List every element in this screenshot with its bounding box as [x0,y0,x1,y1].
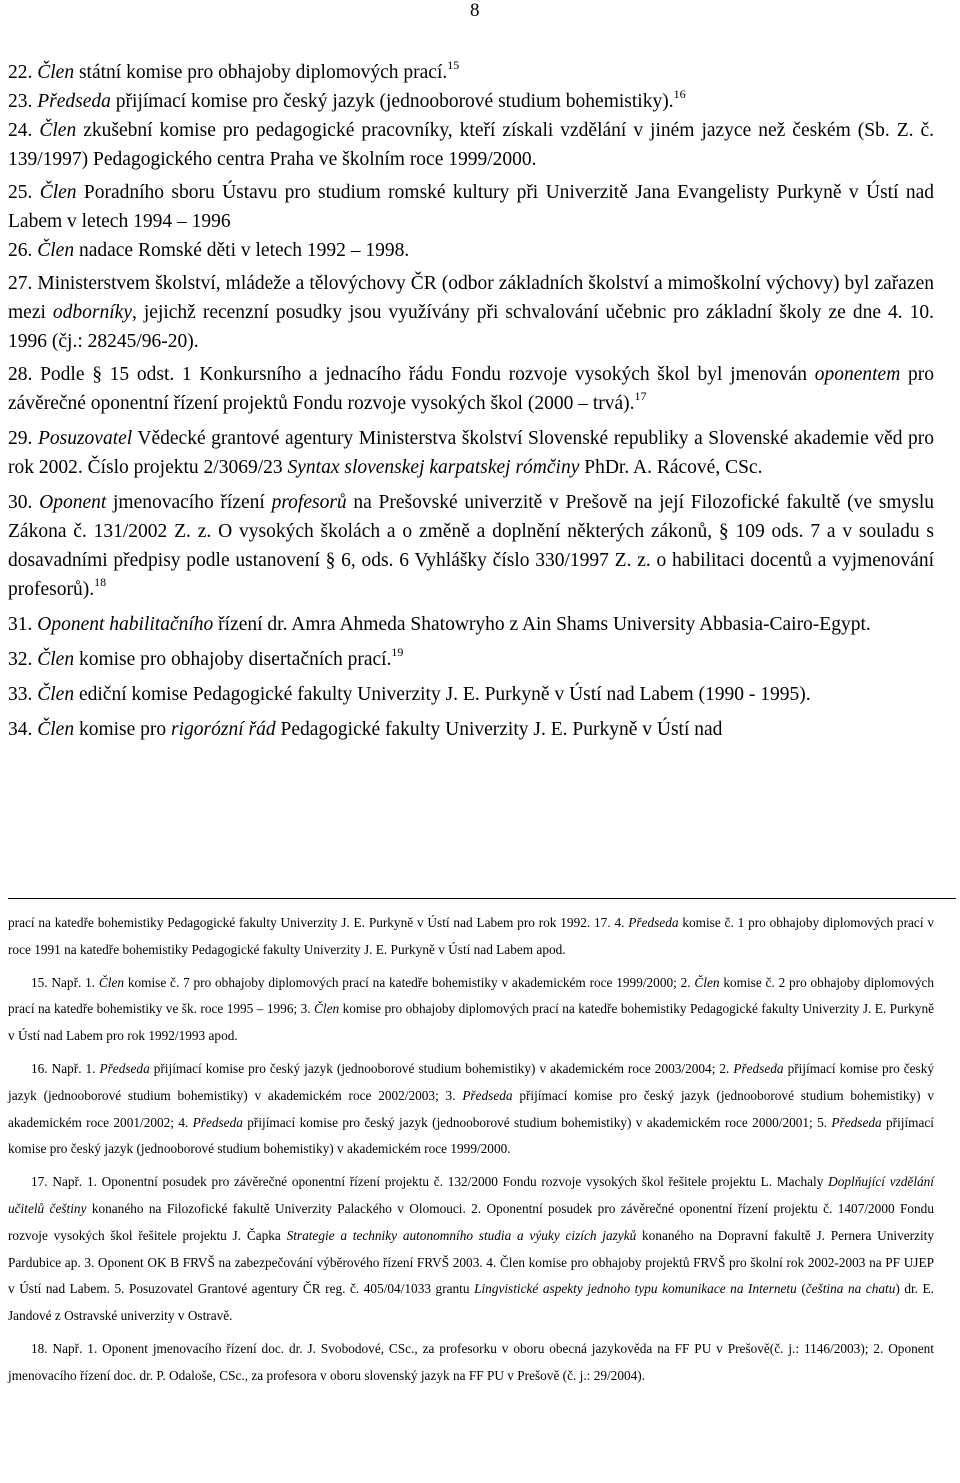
page-number: 8 [470,0,480,21]
list-item-33: 33. Člen ediční komise Pedagogické fakulty Univerzity J. E. Purkyně v Ústí nad Labem (1990 - 1995). [8,684,811,705]
list-item-25: 25. Člen Poradního sboru Ústavu pro studium romské kultury při Univerzitě Jana Evangelisty Purkyně v Ústí nad Labem v letech 1994 – 1996 [8,182,934,232]
footnotes [8,910,934,1390]
footnote-ref-18: 18 [94,575,107,589]
list-item-31: 31. Oponent habilitačního řízení dr. Amra Ahmeda Shatowryho z Ain Shams University Abbasia-Cairo-Egypt. [8,614,871,635]
footnote-17: 17. Např. 1. Oponentní posudek pro závěrečné oponentní řízení projektu č. 132/2000 Fondu rozvoje vysokých škol řešitele projektu L. Machaly Doplňující vzdělání učitelů češtiny konaného na Filozofické fakultě Univerzity Palackého v Olomouci. 2. Oponentní posudek pro závěrečné oponentní řízení projektu č. 1407/2000 Fondu rozvoje vysokých škol řešitele projektu J. Čapka Strategie a techniky autonomního studia a výuky cizích jazyků konaného na Dopravní fakultě J. Pernera Univerzity Pardubice ap. 3. Oponent OK B FRVŠ na zabezpečování výběrového řízení FRVŠ 2003. 4. Člen komise pro obhajoby projektů FRVŠ pro školní rok 2002-2003 na PF UJEP v Ústí nad Labem. 5. Posuzovatel Grantové agentury ČR reg. č. 405/04/1033 grantu Lingvistické aspekty jednoho typu komunikace na Internetu (čeština na chatu) dr. E. Jandové z Ostravské univerzity v Ostravě. [8,1174,935,1324]
list-item-26: 26. Člen nadace Romské děti v letech 1992 – 1998. [8,240,410,261]
footnote-15: 15. Např. 1. Člen komise č. 7 pro obhajoby diplomových prací na katedře bohemistiky v akademickém roce 1999/2000; 2. Člen komise č. 2 pro obhajoby diplomových prací na katedře bohemistiky ve šk. roce 1995 – 1996; 3. Člen komise pro obhajoby diplomových prací na katedře bohemistiky Pedagogické fakulty Univerzity J. E. Purkyně v Ústí nad Labem pro rok 1992/1993 apod. [8,974,935,1044]
list-item-23: 23. Předseda přijímací komise pro český jazyk (jednooborové studium bohemistiky).$^{16}$ [8,87,686,112]
footnote-ref-15: 15 [447,58,460,72]
footnote-continuation: prací na katedře bohemistiky Pedagogické fakulty Univerzity J. E. Purkyně v Ústí nad Labem pro rok 1992. 17. 4. Předseda komise č. 1 pro obhajoby diplomových prací v roce 1991 na katedře bohemistiky Pedagogické fakulty Univerzity J. E. Purkyně v Ústí nad Labem apod. [8,915,934,957]
footnote-18: 18. Např. 1. Oponent jmenovacího řízení doc. dr. J. Svobodové, CSc., za profesorku v oboru obecná jazykověda na FF PU v Prešově(č. j.: 1146/2003); 2. Oponent jmenovacího řízení doc. dr. P. Odaloše, CSc., za profesora v oboru slovenský jazyk na FF PU v Prešově (č. j.: 29/2004). [8,1340,934,1383]
footnote-ref-19: 19 [391,645,404,659]
footnote-16: 16. Např. 1. Předseda přijímací komise pro český jazyk (jednooborové studium bohemistiky) v akademickém roce 2003/2004; 2. Předseda přijímací komise pro český jazyk (jednooborové studium bohemistiky) v akademickém roce 2002/2003; 3. Předseda přijímací komise pro český jazyk (jednooborové studium bohemistiky) v akademickém roce 2001/2002; 4. Předseda přijímací komise pro český jazyk (jednooborové studium bohemistiky) v akademickém roce 2000/2001; 5. Předseda přijímací komise pro český jazyk (jednooborové studium bohemistiky) v akademickém roce 1999/2000. [8,1060,935,1157]
main-list [8,58,934,744]
list-item-29: 29. Posuzovatel Vědecké grantové agentury Ministerstva školství Slovenské republiky a Slovenské akademie věd pro rok 2002. Číslo projektu 2/3069/23 Syntax slovenskej karpatskej rómčiny PhDr. A. Rácové, CSc. [8,428,935,478]
list-item-28: 28. Podle § 15 odst. 1 Konkursního a jednacího řádu Fondu rozvoje vysokých škol byl jmenován oponentem pro závěrečné oponentní řízení projektů Fondu rozvoje vysokých škol (2000 – trvá).$^{17}$ [8,364,934,414]
list-item-30: 30. Oponent jmenovacího řízení profesorů na Prešovské univerzitě v Prešově na její Filozofické fakultě (ve smyslu Zákona č. 131/2002 Z. z. O vysokých školách a o změně a doplnění některých zákonů, § 109 ods. 7 a v souladu s dosavadními předpisy podle ustanovení § 6, ods. 6 Vyhlášky číslo 330/1997 Z. z. o habilitaci docentů a vyjmenování profesorů).$^{18}$ [8,492,935,600]
footnote-ref-16: 16 [673,87,686,101]
list-item-32: 32. Člen komise pro obhajoby disertačních prací.$^{19}$ [8,645,404,670]
footnote-divider [8,898,956,899]
list-item-24: 24. Člen zkušební komise pro pedagogické pracovníky, kteří získali vzdělání v jiném jazyce než českém (Sb. Z. č. 139/1997) Pedagogického centra Praha ve školním roce 1999/2000. [8,120,935,170]
list-item-27: 27. Ministerstvem školství, mládeže a tělovýchovy ČR (odbor základních školství a mimoškolní výchovy) byl zařazen mezi odborníky, jejichž recenzní posudky jsou využívány při schvalování učebnic pro základní školy ze dne 4. 10. 1996 (čj.: 28245/96-20). [8,273,934,352]
footnote-ref-17: 17 [634,389,647,403]
list-item-22: 22. Člen státní komise pro obhajoby diplomových prací.$^{15}$ [8,58,460,83]
list-item-34: 34. Člen komise pro rigorózní řád Pedagogické fakulty Univerzity J. E. Purkyně v Ústí nad [8,719,723,740]
